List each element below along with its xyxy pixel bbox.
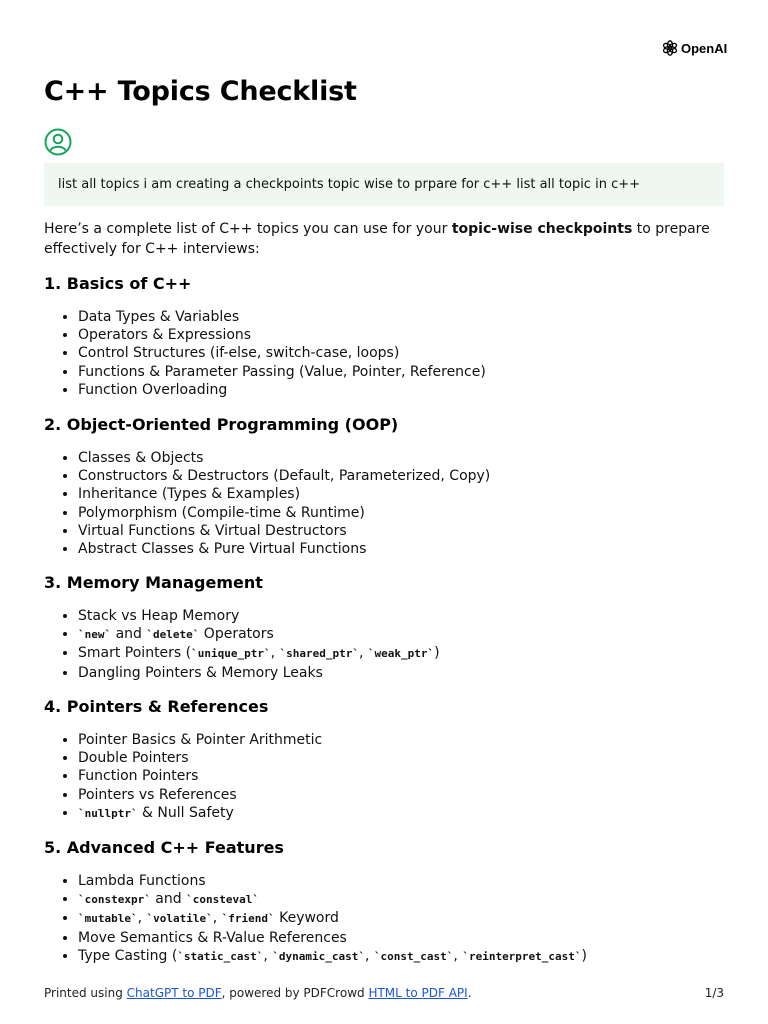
inline-code: `unique_ptr`	[191, 647, 271, 661]
list-item: • `constexpr` and `consteval`	[78, 890, 724, 909]
list-item: • Lambda Functions	[78, 872, 724, 890]
inline-code: `reinterpret_cast`	[462, 949, 582, 963]
list-item: • Move Semantics & R-Value References	[78, 929, 724, 947]
inline-code: `constexpr`	[78, 893, 151, 907]
intro-bold: topic-wise checkpoints	[451, 221, 633, 237]
list-item: • Virtual Functions & Virtual Destructors	[78, 522, 724, 540]
list-item: • Pointer Basics & Pointer Arithmetic	[78, 731, 724, 749]
list-item: • Smart Pointers (`unique_ptr`, `shared_ptr`, `weak_ptr`)	[78, 644, 724, 663]
chatgpt-to-pdf-link[interactable]: ChatGPT to PDF	[126, 986, 222, 1000]
intro-after: to prepare effectively for C++ interviews:	[44, 221, 710, 257]
list-item: • Polymorphism (Compile-time & Runtime)	[78, 504, 724, 522]
inline-code: `shared_ptr`	[279, 647, 360, 661]
section-heading: 2. Object-Oriented Programming (OOP)	[44, 415, 399, 434]
footer-suffix: .	[467, 986, 472, 1000]
list-item: • Double Pointers	[78, 749, 724, 767]
inline-code: `friend`	[221, 912, 275, 926]
list-item: • `nullptr` & Null Safety	[78, 804, 724, 823]
inline-code: `nullptr`	[78, 806, 138, 820]
list-item: • Operators & Expressions	[78, 326, 724, 344]
inline-code: `consteval`	[186, 893, 259, 907]
footer	[44, 986, 724, 1000]
section-advanced-features	[44, 838, 724, 966]
inline-code: `static_cast`	[177, 949, 264, 963]
section-pointers-references	[44, 697, 724, 823]
topic-list	[44, 872, 724, 966]
inline-code: `const_cast`	[373, 949, 454, 963]
user-prompt-text: list all topics i am creating a checkpoints topic wise to prpare for c++ list all topic in c++	[58, 177, 641, 192]
section-heading: 3. Memory Management	[44, 573, 263, 592]
topic-list	[44, 607, 724, 682]
list-item: • Pointers vs References	[78, 786, 724, 804]
list-item: • Function Pointers	[78, 767, 724, 785]
list-item: • Dangling Pointers & Memory Leaks	[78, 664, 724, 682]
section-basics	[44, 274, 724, 399]
inline-code: `new`	[78, 628, 112, 642]
page-number: 1/3	[704, 986, 724, 1000]
openai-logo	[662, 40, 727, 56]
intro-before: Here’s a complete list of C++ topics you can use for your	[44, 221, 452, 237]
page-title: C++ Topics Checklist	[44, 76, 357, 107]
user-prompt	[44, 163, 724, 206]
list-item: • Stack vs Heap Memory	[78, 607, 724, 625]
html-to-pdf-api-link[interactable]: HTML to PDF API	[368, 986, 468, 1000]
inline-code: `dynamic_cast`	[272, 949, 366, 963]
list-item: • Classes & Objects	[78, 449, 724, 467]
section-heading: 4. Pointers & References	[44, 697, 269, 716]
inline-code: `volatile`	[146, 912, 213, 926]
list-item: • Functions & Parameter Passing (Value, Pointer, Reference)	[78, 363, 724, 381]
topic-list	[44, 308, 724, 399]
intro-paragraph	[44, 219, 724, 259]
topic-list	[44, 449, 724, 558]
footer-credit	[44, 986, 472, 1000]
inline-code: `weak_ptr`	[367, 647, 435, 661]
list-item: • `new` and `delete` Operators	[78, 625, 724, 644]
topic-list	[44, 731, 724, 823]
footer-middle: , powered by PDFCrowd	[221, 986, 369, 1000]
section-oop	[44, 415, 724, 558]
section-memory-management	[44, 573, 724, 682]
section-heading: 1. Basics of C++	[44, 274, 192, 293]
list-item: • Abstract Classes & Pure Virtual Functions	[78, 540, 724, 558]
footer-prefix: Printed using	[44, 986, 127, 1000]
list-item: • Data Types & Variables	[78, 308, 724, 326]
user-avatar-icon	[44, 128, 72, 156]
list-item: • Constructors & Destructors (Default, Parameterized, Copy)	[78, 467, 724, 485]
brand-name: OpenAI	[681, 40, 728, 56]
openai-icon	[662, 40, 678, 56]
inline-code: `delete`	[146, 628, 200, 642]
inline-code: `mutable`	[78, 912, 138, 926]
list-item: • Type Casting (`static_cast`, `dynamic_cast`, `const_cast`, `reinterpret_cast`)	[78, 947, 724, 966]
list-item: • Function Overloading	[78, 381, 724, 399]
list-item: • Inheritance (Types & Examples)	[78, 485, 724, 503]
section-heading: 5. Advanced C++ Features	[44, 838, 284, 857]
list-item: • `mutable`, `volatile`, `friend` Keyword	[78, 909, 724, 928]
list-item: • Control Structures (if-else, switch-case, loops)	[78, 344, 724, 362]
